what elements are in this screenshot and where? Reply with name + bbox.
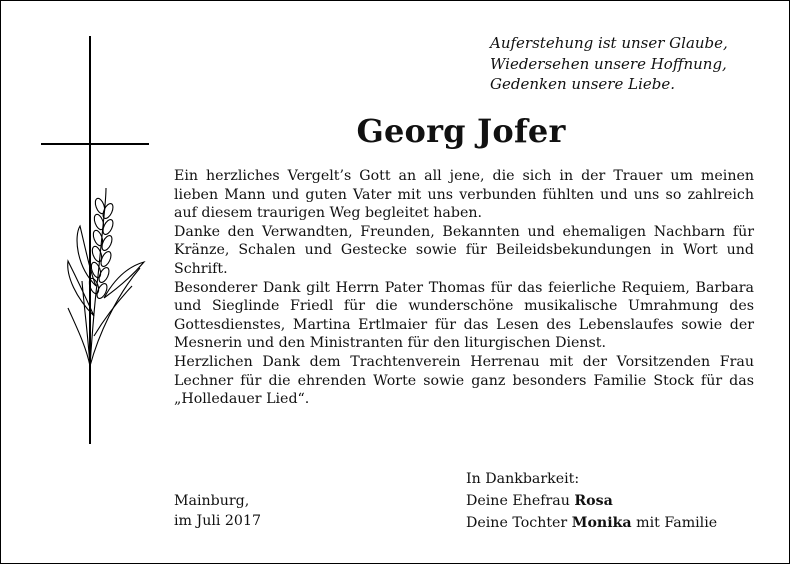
quote	[490, 33, 780, 95]
paragraph: Herzlichen Dank dem Trachtenverein Herrenau mit der Vorsitzenden Frau Lechner für die ehrenden Worte sowie ganz besonders Familie Stock für das „Holledauer Lied“.	[174, 353, 754, 408]
wife-line	[466, 490, 717, 512]
place: Mainburg,	[174, 493, 250, 509]
paragraph: Ein herzliches Vergelt’s Gott an all jene, die sich in der Trauer um meinen lieben Mann und guten Vater mit uns verbunden fühlten und uns so zahlreich auf diesem traurigen Weg begleitet haben.	[174, 168, 754, 222]
paragraph: Besonderer Dank gilt Herrn Pater Thomas für das feierliche Requiem, Barbara und Sieglinde Friedl für die wunderschöne musikalische Umrahmung des Gottesdienstes, Martina Ertlmaier für das Lesen des Lebenslaufes sowie der Mesnerin und den Ministranten für den liturgischen Dienst.	[174, 279, 754, 352]
quote-line: Gedenken unsere Liebe.	[490, 75, 675, 93]
daughter-name: Monika	[571, 515, 632, 531]
daughter-prefix: Deine Tochter	[466, 515, 568, 531]
deceased-name: Georg Jofer	[356, 112, 566, 150]
gratitude-line: In Dankbarkeit:	[466, 471, 580, 487]
wife-name: Rosa	[574, 493, 613, 509]
daughter-line	[466, 512, 717, 534]
wheat-icon	[68, 188, 144, 366]
wife-prefix: Deine Ehefrau	[466, 493, 570, 509]
quote-line: Wiedersehen unsere Hoffnung,	[490, 54, 727, 73]
quote-line: Auferstehung ist unser Glaube,	[490, 34, 728, 52]
thanks-text	[174, 167, 754, 409]
cross-icon	[36, 36, 151, 448]
date: im Juli 2017	[174, 513, 262, 529]
daughter-suffix: mit Familie	[636, 515, 718, 531]
signatures	[466, 468, 717, 534]
paragraph: Danke den Verwandten, Freunden, Bekannten und ehemaligen Nachbarn für Kränze, Schalen und Gestecke sowie für Beileidsbekundungen in Wort und Schrift.	[174, 223, 754, 277]
place-date	[174, 491, 261, 531]
